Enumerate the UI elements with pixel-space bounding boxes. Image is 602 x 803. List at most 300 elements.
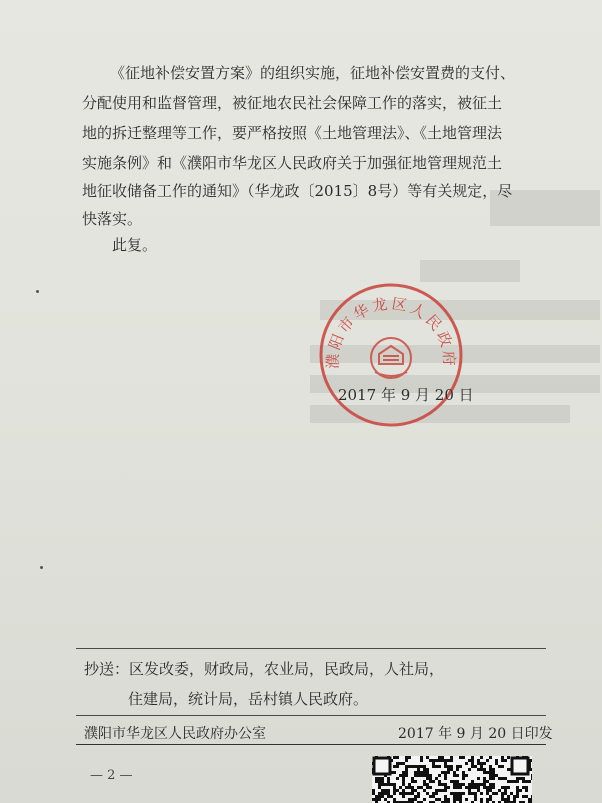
barcode-module [525,780,528,783]
barcode-module [462,783,465,786]
barcode-module [531,795,532,798]
barcode-module [441,756,444,759]
barcode-module [447,768,450,771]
barcode-module [486,792,489,795]
barcode-module [375,780,378,783]
barcode-module [492,792,495,795]
barcode-module [471,780,474,783]
barcode-module [462,774,465,777]
barcode-module [435,792,438,795]
print-date: 2017 年 9 月 20 日印发 [398,726,553,742]
barcode-module [507,768,510,771]
barcode-module [489,789,492,792]
barcode-module [465,774,468,777]
barcode-module [378,792,381,795]
barcode-module [504,792,507,795]
barcode-module [483,768,486,771]
barcode-module [426,771,429,774]
barcode-module [408,783,411,786]
barcode-module [438,759,441,762]
barcode-module [381,780,384,783]
barcode-module [429,759,432,762]
barcode-module [375,798,378,801]
barcode-module [420,765,423,768]
barcode-module [432,765,435,768]
barcode-module [456,795,459,798]
barcode-module [492,783,495,786]
body-line: 地征收储备工作的通知》（华龙政〔2015〕8号）等有关规定，尽 [82,182,513,200]
barcode-module [492,768,495,771]
barcode-module [474,765,477,768]
barcode-module [486,759,489,762]
barcode-module [453,798,456,801]
barcode-module [462,792,465,795]
barcode-module [414,798,417,801]
barcode-module [474,795,477,798]
barcode-module [453,780,456,783]
barcode-module [423,765,426,768]
barcode-module [486,798,489,801]
barcode-module [471,783,474,786]
margin-mark [36,290,39,293]
barcode-module [489,774,492,777]
barcode-module [396,777,399,780]
barcode-module [435,798,438,801]
barcode-module [465,786,468,789]
barcode-module [489,786,492,789]
barcode-module [492,771,495,774]
barcode-module [528,798,531,801]
divider-middle [76,715,546,716]
barcode-module [378,795,381,798]
barcode-module [444,789,447,792]
barcode-finder [512,758,528,774]
barcode-module [480,768,483,771]
barcode-module [405,786,408,789]
barcode-module [507,786,510,789]
barcode-module [468,786,471,789]
barcode-module [507,795,510,798]
barcode-module [426,783,429,786]
barcode-module [480,783,483,786]
barcode-module [438,789,441,792]
barcode-module [441,771,444,774]
barcode-module [387,783,390,786]
barcode-module [393,786,396,789]
barcode-module [444,774,447,777]
body-line: 快落实。 [82,210,143,228]
barcode-module [456,768,459,771]
barcode-module [474,798,477,801]
barcode-module [429,786,432,789]
barcode-module [414,765,417,768]
barcode-module [393,765,396,768]
barcode-module [420,771,423,774]
barcode-module [393,771,396,774]
barcode-module [396,762,399,765]
barcode-module [504,786,507,789]
barcode-module [432,792,435,795]
barcode-module [513,798,516,801]
barcode-module [453,774,456,777]
barcode-module [447,786,450,789]
barcode-module [450,765,453,768]
barcode-module [474,786,477,789]
barcode-module [465,762,468,765]
barcode-module [522,777,525,780]
barcode-module [405,771,408,774]
barcode-module [459,786,462,789]
signature-date: 2017 年 9 月 20 日 [338,386,474,404]
barcode-module [393,792,396,795]
barcode-module [423,798,426,801]
barcode-module [501,777,504,780]
barcode-module [450,768,453,771]
barcode-module [480,798,483,801]
barcode-module [381,795,384,798]
barcode-module [459,783,462,786]
barcode-module [477,789,480,792]
barcode-module [447,798,450,801]
barcode-module [402,780,405,783]
barcode-module [408,798,411,801]
barcode-module [420,759,423,762]
barcode-module [378,780,381,783]
barcode-module [426,786,429,789]
barcode-module [462,756,465,759]
barcode-module [507,780,510,783]
barcode-module [513,795,516,798]
barcode-module [450,792,453,795]
barcode-module [477,762,480,765]
barcode-module [411,792,414,795]
barcode-module [471,765,474,768]
barcode-module [471,762,474,765]
barcode-module [384,789,387,792]
barcode-module [489,777,492,780]
body-line: 《征地补偿安置方案》的组织实施，征地补偿安置费的支付、 [110,64,516,82]
barcode-module [453,792,456,795]
barcode-module [489,771,492,774]
barcode-module [468,768,471,771]
barcode-module [459,795,462,798]
barcode-module [498,777,501,780]
barcode-module [438,780,441,783]
barcode-module [492,774,495,777]
barcode-module [489,798,492,801]
barcode-module [408,786,411,789]
barcode-module [495,762,498,765]
barcode-module [426,774,429,777]
barcode-module [399,774,402,777]
barcode-module [483,777,486,780]
barcode-module [432,795,435,798]
page-number: — 2 — [90,768,133,783]
barcode-module [501,759,504,762]
barcode-module [513,780,516,783]
barcode-module [441,789,444,792]
barcode-module [507,798,510,801]
barcode-module [510,792,513,795]
barcode-module [411,780,414,783]
barcode-module [408,765,411,768]
barcode-module [489,765,492,768]
barcode-module [411,777,414,780]
barcode-module [522,780,525,783]
barcode-module [396,756,399,759]
barcode-module [405,765,408,768]
barcode-module [456,774,459,777]
barcode-module [447,759,450,762]
barcode-module [384,792,387,795]
barcode-module [435,765,438,768]
barcode-module [468,792,471,795]
barcode-module [405,774,408,777]
barcode-module [516,795,519,798]
barcode-module [423,774,426,777]
barcode-module [495,759,498,762]
barcode-module [381,777,384,780]
barcode-module [423,780,426,783]
divider-top [76,648,546,649]
barcode-module [402,789,405,792]
barcode-module [402,774,405,777]
barcode-module [411,789,414,792]
barcode-module [531,777,532,780]
barcode-module [444,795,447,798]
barcode-module [486,771,489,774]
body-line: 分配使用和监督管理，被征地农民社会保障工作的落实，被征土 [82,94,503,112]
barcode-module [504,789,507,792]
barcode-module [396,765,399,768]
barcode-module [462,777,465,780]
barcode-module [480,765,483,768]
barcode-module [387,795,390,798]
barcode-module [372,789,375,792]
official-seal [316,280,466,430]
barcode-module [375,777,378,780]
barcode-module [501,756,504,759]
barcode-module [429,780,432,783]
barcode-module [438,798,441,801]
barcode-module [522,786,525,789]
barcode-module [444,783,447,786]
barcode-module [456,783,459,786]
barcode-module [498,765,501,768]
barcode-module [465,798,468,801]
barcode-module [372,798,375,801]
barcode-module [405,756,408,759]
barcode-module [447,771,450,774]
barcode-module [456,798,459,801]
barcode-module [441,759,444,762]
barcode-module [372,792,375,795]
barcode-module [456,765,459,768]
barcode-module [489,783,492,786]
barcode-module [444,762,447,765]
barcode-module [444,786,447,789]
margin-mark [40,566,43,569]
qr-barcode [372,756,532,803]
svg-text:濮阳市华龙区人民政府: 濮阳市华龙区人民政府 [323,294,459,370]
barcode-module [405,768,408,771]
barcode-module [486,780,489,783]
barcode-module [426,768,429,771]
barcode-module [414,780,417,783]
barcode-module [432,780,435,783]
barcode-module [435,759,438,762]
barcode-module [495,792,498,795]
barcode-module [384,783,387,786]
barcode-module [471,792,474,795]
barcode-module [516,789,519,792]
barcode-module [468,783,471,786]
barcode-module [486,789,489,792]
barcode-module [390,783,393,786]
barcode-module [531,798,532,801]
barcode-module [432,759,435,762]
barcode-module [423,783,426,786]
barcode-module [420,756,423,759]
barcode-module [480,792,483,795]
barcode-module [441,783,444,786]
barcode-module [459,792,462,795]
barcode-module [426,777,429,780]
barcode-module [438,783,441,786]
barcode-module [417,771,420,774]
barcode-module [453,771,456,774]
barcode-module [531,768,532,771]
barcode-module [402,783,405,786]
barcode-module [378,777,381,780]
barcode-module [429,777,432,780]
barcode-module [387,792,390,795]
barcode-module [483,780,486,783]
barcode-module [402,792,405,795]
issuing-office: 濮阳市华龙区人民政府办公室 [84,726,266,742]
barcode-module [504,777,507,780]
barcode-module [381,789,384,792]
barcode-module [411,798,414,801]
barcode-module [492,777,495,780]
barcode-module [516,792,519,795]
barcode-module [456,792,459,795]
barcode-module [525,786,528,789]
closing-text: 此复。 [112,236,158,254]
barcode-module [483,783,486,786]
barcode-module [387,777,390,780]
barcode-module [519,789,522,792]
barcode-module [489,756,492,759]
barcode-module [462,771,465,774]
barcode-module [477,786,480,789]
barcode-module [444,771,447,774]
barcode-module [525,795,528,798]
barcode-module [459,756,462,759]
barcode-module [426,756,429,759]
barcode-module [483,771,486,774]
barcode-module [399,792,402,795]
barcode-module [495,774,498,777]
barcode-module [414,789,417,792]
barcode-module [507,756,510,759]
barcode-module [522,795,525,798]
barcode-module [498,789,501,792]
barcode-module [459,798,462,801]
barcode-module [525,789,528,792]
barcode-module [435,777,438,780]
barcode-module [456,780,459,783]
barcode-module [501,798,504,801]
barcode-module [519,777,522,780]
barcode-module [477,759,480,762]
cc-line-2: 住建局，统计局，岳村镇人民政府。 [128,690,369,708]
barcode-module [516,786,519,789]
barcode-module [450,759,453,762]
barcode-module [468,789,471,792]
body-line: 实施条例》和《濮阳市华龙区人民政府关于加强征地管理规范土 [82,154,503,172]
barcode-module [417,768,420,771]
barcode-module [453,786,456,789]
barcode-module [426,792,429,795]
barcode-module [378,798,381,801]
barcode-module [438,765,441,768]
barcode-module [483,762,486,765]
barcode-module [420,774,423,777]
barcode-module [423,771,426,774]
cc-line-1: 抄送：区发改委，财政局，农业局，民政局，人社局， [84,660,445,678]
barcode-module [414,771,417,774]
barcode-module [399,786,402,789]
barcode-module [456,786,459,789]
barcode-module [477,783,480,786]
barcode-module [393,783,396,786]
barcode-module [504,798,507,801]
barcode-module [378,786,381,789]
barcode-module [405,759,408,762]
barcode-module [435,789,438,792]
barcode-module [450,756,453,759]
barcode-module [432,762,435,765]
barcode-module [381,792,384,795]
barcode-module [411,786,414,789]
barcode-module [459,765,462,768]
barcode-module [444,765,447,768]
barcode-module [477,768,480,771]
barcode-module [438,774,441,777]
barcode-module [531,774,532,777]
barcode-module [483,786,486,789]
barcode-finder [374,758,390,774]
barcode-module [423,789,426,792]
barcode-module [417,795,420,798]
barcode-module [423,768,426,771]
barcode-module [429,774,432,777]
barcode-module [399,762,402,765]
barcode-module [501,792,504,795]
barcode-module [489,768,492,771]
barcode-module [474,792,477,795]
barcode-module [510,780,513,783]
barcode-module [444,798,447,801]
barcode-module [447,765,450,768]
barcode-module [417,765,420,768]
barcode-module [402,762,405,765]
barcode-module [375,795,378,798]
barcode-module [453,783,456,786]
barcode-module [480,756,483,759]
barcode-module [471,756,474,759]
